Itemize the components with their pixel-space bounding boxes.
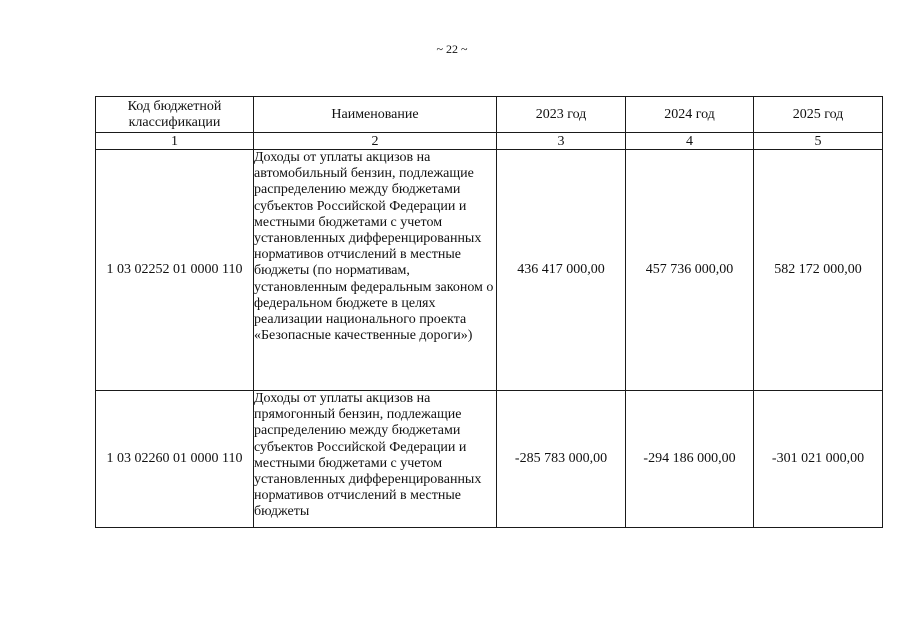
header-year-2025: 2025 год bbox=[754, 97, 883, 133]
revenue-name-cell: Доходы от уплаты акцизов на прямогонный бензин, подлежащие распределению между бюджетами субъектов Российской Федерации и местными бюджетами с учетом установленных дифференцированных нормативов отчислений в местные бюджеты bbox=[254, 391, 497, 528]
column-number: 1 bbox=[96, 133, 254, 150]
table-row bbox=[96, 150, 883, 391]
table-row bbox=[96, 391, 883, 528]
amount-2023-cell: 436 417 000,00 bbox=[497, 150, 626, 391]
budget-table bbox=[95, 96, 883, 528]
amount-2025-cell: -301 021 000,00 bbox=[754, 391, 883, 528]
column-number: 2 bbox=[254, 133, 497, 150]
budget-code-cell: 1 03 02252 01 0000 110 bbox=[96, 150, 254, 391]
amount-2024-cell: -294 186 000,00 bbox=[626, 391, 754, 528]
page-number: ~ 22 ~ bbox=[436, 42, 468, 56]
column-number-row bbox=[96, 133, 883, 150]
amount-2025-cell: 582 172 000,00 bbox=[754, 150, 883, 391]
budget-code-cell: 1 03 02260 01 0000 110 bbox=[96, 391, 254, 528]
header-name: Наименование bbox=[254, 97, 497, 133]
amount-2023-cell: -285 783 000,00 bbox=[497, 391, 626, 528]
header-year-2024: 2024 год bbox=[626, 97, 754, 133]
header-budget-code: Код бюджетной классификации bbox=[96, 97, 254, 133]
header-year-2023: 2023 год bbox=[497, 97, 626, 133]
revenue-name-cell: Доходы от уплаты акцизов на автомобильный бензин, подлежащие распределению между бюджетами субъектов Российской Федерации и местными бюджетами с учетом установленных дифференцированных нормативов отчислений в местные бюджеты (по нормативам, установленным федеральным законом о федеральном бюджете в целях реализации национального проекта «Безопасные качественные дороги») bbox=[254, 150, 497, 391]
column-number: 4 bbox=[626, 133, 754, 150]
column-number: 5 bbox=[754, 133, 883, 150]
column-number: 3 bbox=[497, 133, 626, 150]
table-header-row bbox=[96, 97, 883, 133]
amount-2024-cell: 457 736 000,00 bbox=[626, 150, 754, 391]
